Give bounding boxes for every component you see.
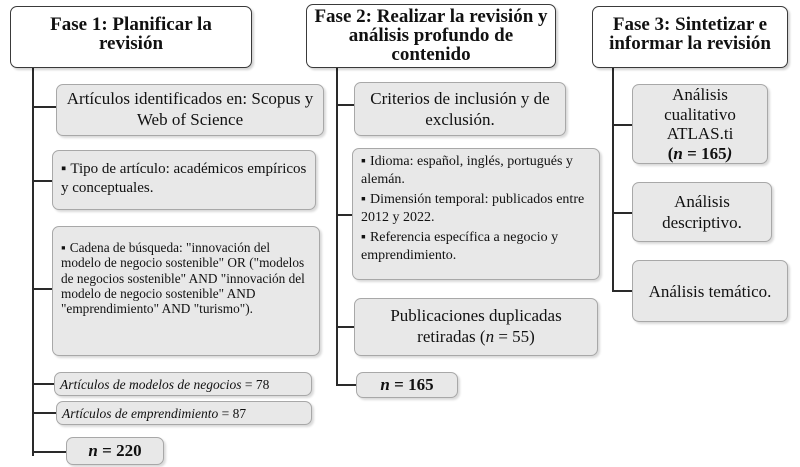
connector	[32, 451, 66, 453]
dimension-text: ▪ Dimensión temporal: publicados entre 2012 y 2022.	[361, 191, 591, 226]
connector	[336, 104, 354, 106]
duplicadas-n-label: n	[485, 327, 495, 346]
analisis-cualitativo-box: Análisis cualitativo ATLAS.ti (n = 165)	[632, 84, 768, 164]
duplicadas-text: Publicaciones duplicadas retiradas (	[390, 306, 562, 346]
emprendimiento-label: Artículos de emprendimiento	[62, 406, 219, 421]
phase1-spine	[32, 68, 34, 456]
cadena-busqueda-box	[52, 226, 320, 356]
phase1-header	[10, 6, 252, 68]
analisis-cualitativo-n-label: n	[673, 143, 683, 163]
phase2-total-box	[356, 372, 458, 398]
phase2-title: Fase 2: Realizar la revisión y análisis profundo de contenido	[314, 6, 548, 65]
analisis-tematico-box	[632, 260, 788, 322]
connector	[612, 124, 632, 126]
tipo-articulo-text: ▪ Tipo de artículo: académicos empíricos y conceptuales.	[61, 160, 307, 198]
analisis-cualitativo-text: Análisis cualitativo ATLAS.ti	[664, 85, 736, 143]
connector	[32, 106, 56, 108]
criterios-text: Criterios de inclusión y de exclusión.	[370, 89, 550, 129]
criterios-detalle-box	[352, 148, 600, 280]
analisis-cualitativo-n-value: = 165	[682, 143, 727, 163]
phase1-n-label: n	[88, 441, 98, 460]
phase3-header	[592, 6, 788, 68]
phase2-spine	[336, 68, 338, 386]
phase1-n-value: = 220	[102, 441, 142, 460]
connector	[32, 383, 54, 385]
articulos-identificados-box	[56, 84, 324, 136]
phase2-n-label: n	[380, 375, 390, 394]
idioma-text: ▪ Idioma: español, inglés, portugués y alemán.	[361, 153, 591, 188]
analisis-tematico-text: Análisis temático.	[648, 282, 772, 301]
modelos-negocios-label: Artículos de modelos de negocios	[60, 377, 242, 392]
articulos-identificados-text: Artículos identificados en: Scopus y Web of Science	[66, 89, 314, 129]
connector	[32, 412, 56, 414]
connector	[32, 288, 52, 290]
phase3-spine	[612, 68, 614, 292]
referencia-text: ▪ Referencia específica a negocio y emprendimiento.	[361, 229, 591, 264]
phase1-title: Fase 1: Planificar la revisión	[50, 14, 212, 54]
emprendimiento-box	[56, 401, 312, 425]
connector	[336, 214, 352, 216]
emprendimiento-value: = 87	[221, 406, 247, 421]
connector	[336, 326, 354, 328]
modelos-negocios-box	[54, 372, 312, 396]
modelos-negocios-value: = 78	[244, 377, 270, 392]
analisis-descriptivo-box	[632, 182, 772, 242]
tipo-articulo-box	[52, 150, 316, 210]
phase2-header	[306, 4, 556, 68]
cadena-busqueda-text: ▪ Cadena de búsqueda: "innovación del modelo de negocio sostenible" OR ("modelos de negocios sostenible" AND "innovación del modelo de negocio sostenible" AND "emprendimiento" AND "turismo").	[61, 240, 311, 316]
phase1-total-box	[66, 437, 164, 465]
duplicadas-box	[354, 298, 598, 356]
phase2-n-value: = 165	[394, 375, 434, 394]
connector	[612, 290, 632, 292]
connector	[336, 384, 356, 386]
connector	[32, 180, 52, 182]
phase3-title: Fase 3: Sintetizar e informar la revisión	[609, 14, 771, 54]
duplicadas-value: = 55)	[494, 327, 535, 346]
analisis-descriptivo-text: Análisis descriptivo.	[662, 192, 742, 232]
criterios-box	[354, 82, 566, 136]
connector	[612, 212, 632, 214]
